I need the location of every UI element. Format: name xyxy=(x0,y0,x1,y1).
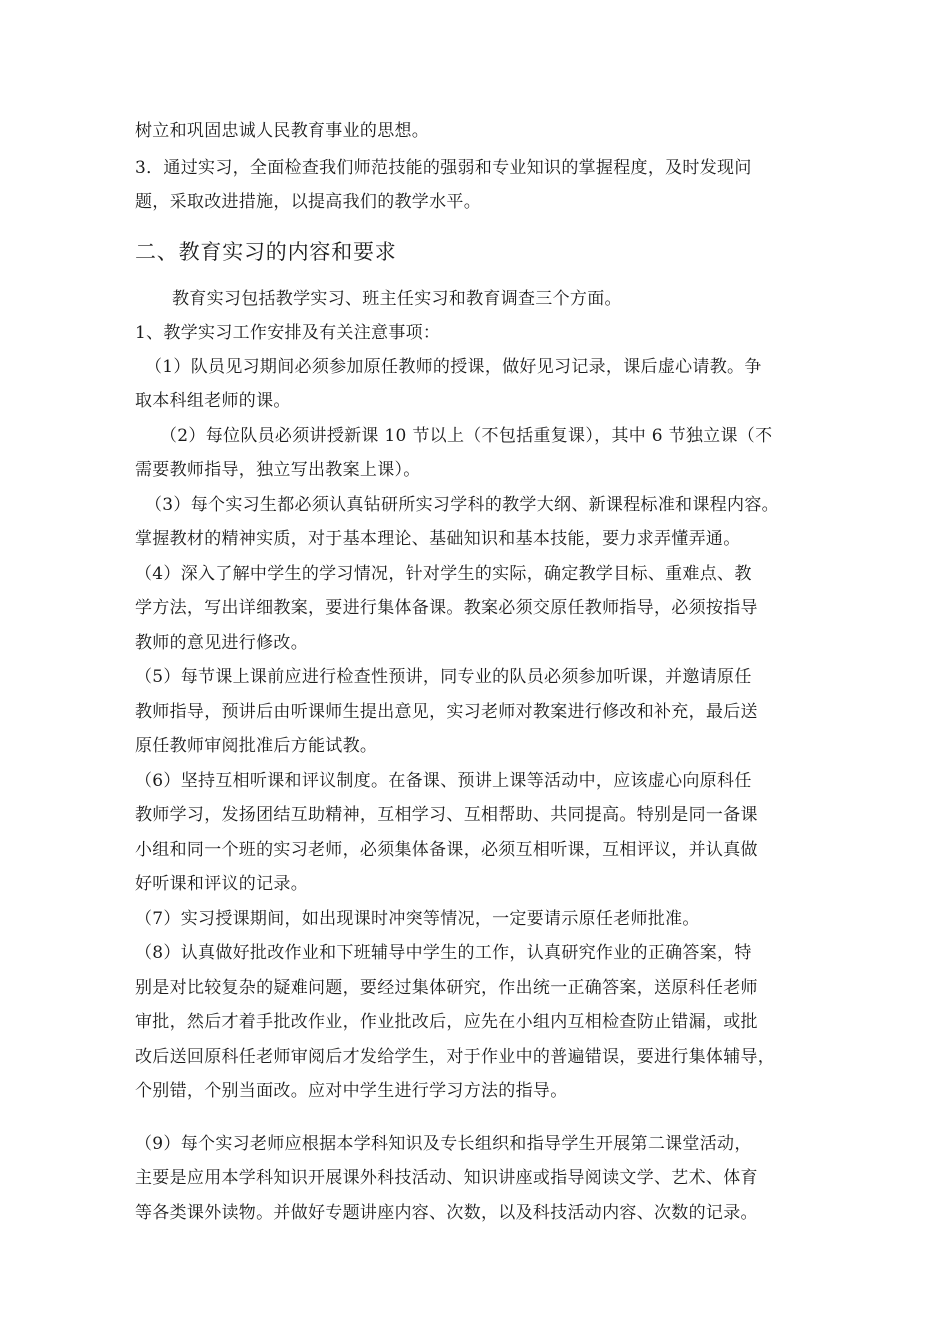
item-3-line: 掌握教材的精神实质，对于基本理论、基础知识和基本技能，要力求弄懂弄通。 xyxy=(135,529,741,549)
item-9-line: 等各类课外读物。并做好专题讲座内容、次数，以及科技活动内容、次数的记录。 xyxy=(135,1203,758,1223)
item-7-line: （7）实习授课期间，如出现课时冲突等情况，一定要请示原任老师批准。 xyxy=(135,909,700,929)
item-3-line: （3）每个实习生都必须认真钻研所实习学科的教学大纲、新课程标准和课程内容。 xyxy=(145,495,779,515)
item-2-line: （2）每位队员必须讲授新课 10 节以上（不包括重复课），其中 6 节独立课（不 xyxy=(160,426,773,446)
item-9-line: 主要是应用本学科知识开展课外科技活动、知识讲座或指导阅读文学、艺术、体育 xyxy=(135,1168,758,1188)
section-title: 二、教育实习的内容和要求 xyxy=(135,240,397,264)
subsection-title: 1、教学实习工作安排及有关注意事项： xyxy=(135,323,441,343)
item-8-line: （8）认真做好批改作业和下班辅导中学生的工作，认真研究作业的正确答案，特 xyxy=(135,943,752,963)
item-6-line: （6）坚持互相听课和评议制度。在备课、预讲上课等活动中，应该虚心向原科任 xyxy=(135,771,752,791)
item-9-line: （9）每个实习老师应根据本学科知识及专长组织和指导学生开展第二课堂活动， xyxy=(135,1134,752,1154)
item-8-line: 审批，然后才着手批改作业，作业批改后，应先在小组内互相检查防止错漏，或批 xyxy=(135,1012,758,1032)
item-4-line: 教师的意见进行修改。 xyxy=(135,633,308,653)
item-6-line: 好听课和评议的记录。 xyxy=(135,874,308,894)
item-2-line: 需要教师指导，独立写出教案上课）。 xyxy=(135,460,421,480)
item-1-line: 取本科组老师的课。 xyxy=(135,391,291,411)
intro-item-3-line: 题，采取改进措施，以提高我们的教学水平。 xyxy=(135,192,481,212)
item-4-line: 学方法，写出详细教案，要进行集体备课。教案必须交原任教师指导，必须按指导 xyxy=(135,598,758,618)
item-5-line: 原任教师审阅批准后方能试教。 xyxy=(135,736,378,756)
item-6-line: 教师学习，发扬团结互助精神，互相学习、互相帮助、共同提高。特别是同一备课 xyxy=(135,805,758,825)
item-8-line: 改后送回原科任老师审阅后才发给学生，对于作业中的普遍错误，要进行集体辅导， xyxy=(135,1047,776,1067)
item-8-line: 别是对比较复杂的疑难问题，要经过集体研究，作出统一正确答案，送原科任老师 xyxy=(135,978,758,998)
item-6-line: 小组和同一个班的实习老师，必须集体备课，必须互相听课，互相评议，并认真做 xyxy=(135,840,758,860)
section-intro: 教育实习包括教学实习、班主任实习和教育调查三个方面。 xyxy=(172,289,622,309)
item-4-line: （4）深入了解中学生的学习情况，针对学生的实际，确定教学目标、重难点、教 xyxy=(135,564,752,584)
intro-line: 树立和巩固忠诚人民教育事业的思想。 xyxy=(135,121,430,141)
item-5-line: （5）每节课上课前应进行检查性预讲，同专业的队员必须参加听课，并邀请原任 xyxy=(135,667,752,687)
item-8-line: 个别错，个别当面改。应对中学生进行学习方法的指导。 xyxy=(135,1081,568,1101)
item-1-line: （1）队员见习期间必须参加原任教师的授课，做好见习记录，课后虚心请教。争 xyxy=(145,357,762,377)
item-5-line: 教师指导，预讲后由听课师生提出意见，实习老师对教案进行修改和补充，最后送 xyxy=(135,702,758,722)
intro-item-3-line: 3．通过实习，全面检查我们师范技能的强弱和专业知识的掌握程度，及时发现问 xyxy=(135,158,752,178)
